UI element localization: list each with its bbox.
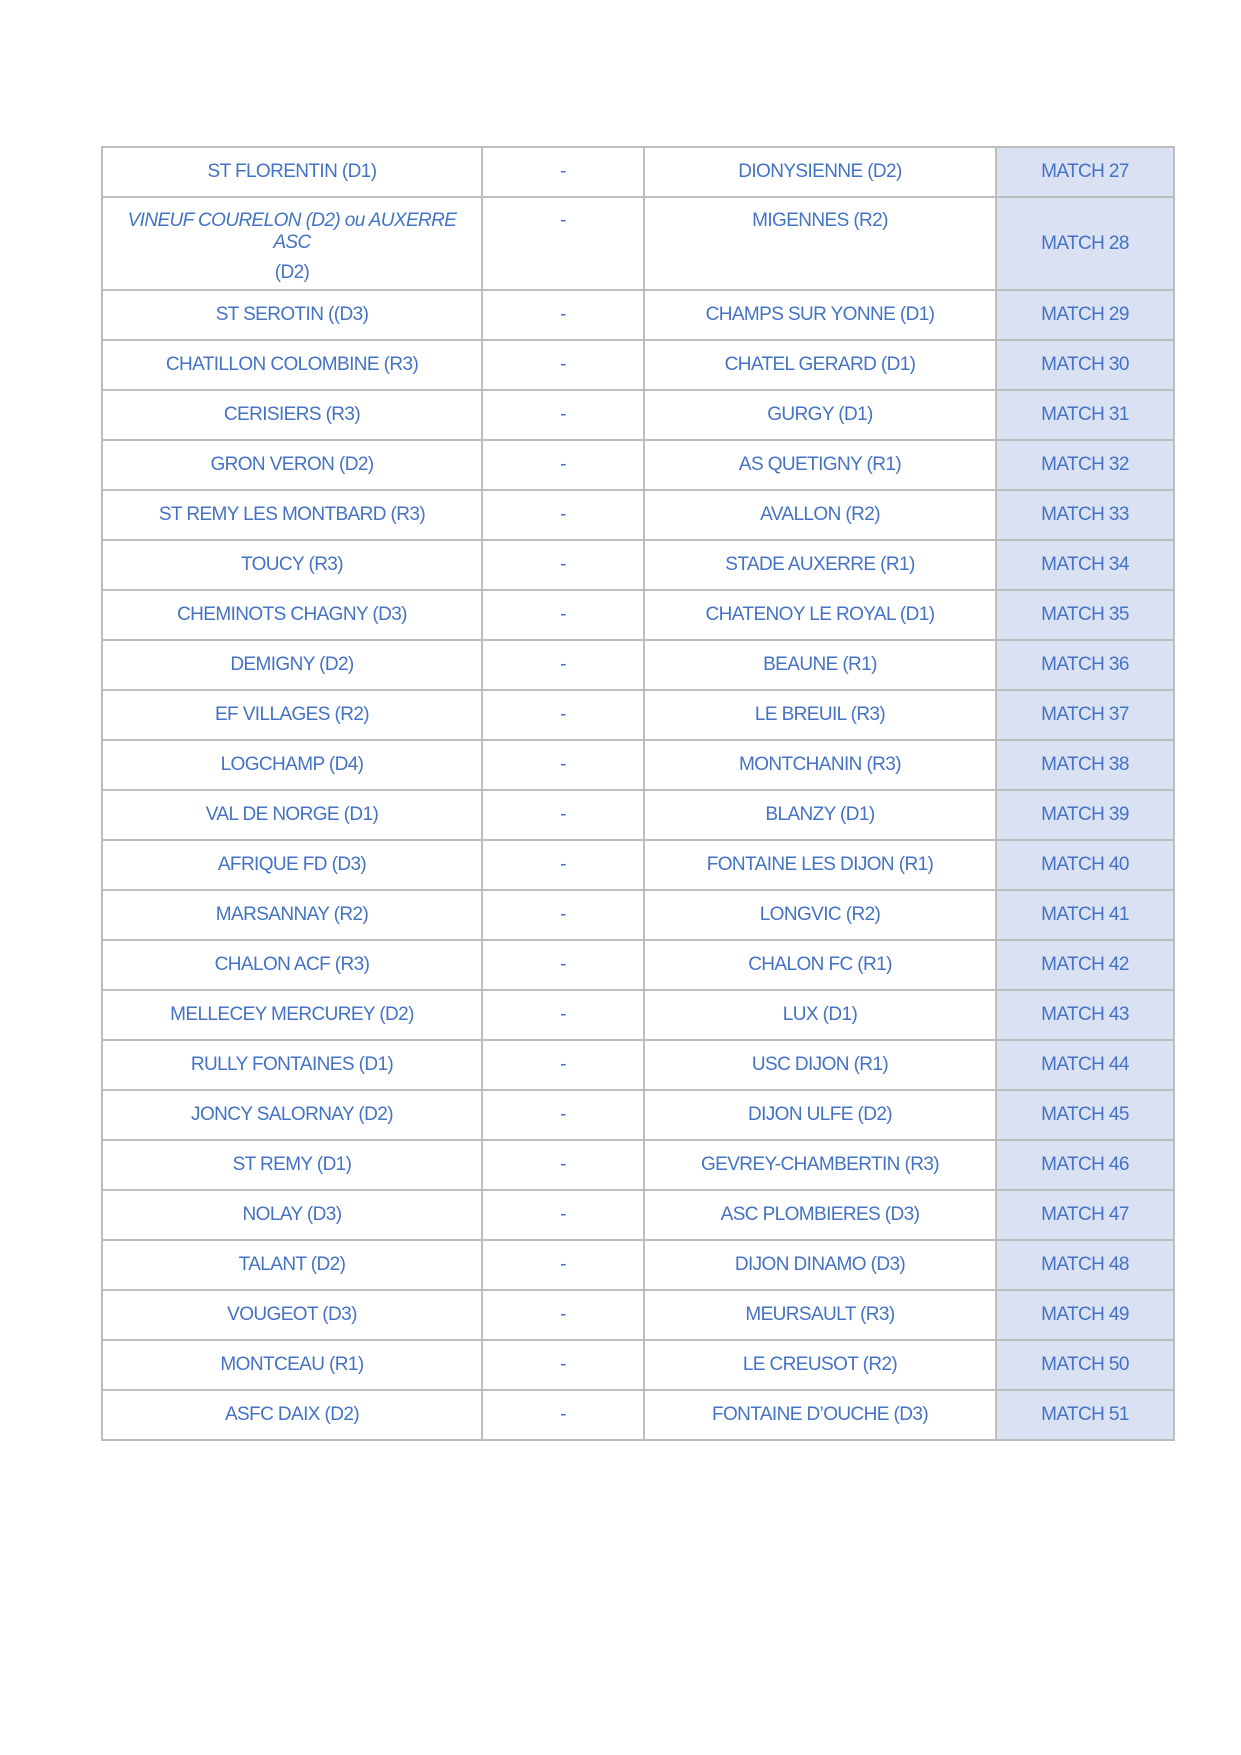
separator-cell: - <box>482 1140 644 1190</box>
match-number-cell: MATCH 48 <box>996 1240 1174 1290</box>
separator-cell: - <box>482 590 644 640</box>
home-team-cell: ST FLORENTIN (D1) <box>102 147 482 197</box>
table-row <box>102 1090 1174 1140</box>
away-team-cell: CHATENOY LE ROYAL (D1) <box>644 590 996 640</box>
table-row <box>102 740 1174 790</box>
separator-cell: - <box>482 740 644 790</box>
match-number-cell: MATCH 36 <box>996 640 1174 690</box>
away-team-cell: CHAMPS SUR YONNE (D1) <box>644 290 996 340</box>
away-team-cell: LE CREUSOT (R2) <box>644 1340 996 1390</box>
home-team-cell: MARSANNAY (R2) <box>102 890 482 940</box>
home-team-cell: GRON VERON (D2) <box>102 440 482 490</box>
away-team-cell: LUX (D1) <box>644 990 996 1040</box>
table-row <box>102 440 1174 490</box>
separator-cell: - <box>482 540 644 590</box>
table-row <box>102 540 1174 590</box>
away-team-cell: DIJON ULFE (D2) <box>644 1090 996 1140</box>
separator-cell: - <box>482 1340 644 1390</box>
home-team-cell: MONTCEAU (R1) <box>102 1340 482 1390</box>
separator-cell: - <box>482 1290 644 1340</box>
match-number-cell: MATCH 35 <box>996 590 1174 640</box>
away-team-cell: LE BREUIL (R3) <box>644 690 996 740</box>
home-team-cell: ST REMY LES MONTBARD (R3) <box>102 490 482 540</box>
separator-cell: - <box>482 390 644 440</box>
separator-cell: - <box>482 197 644 290</box>
table-row <box>102 640 1174 690</box>
separator-cell: - <box>482 890 644 940</box>
separator-cell: - <box>482 790 644 840</box>
table-row <box>102 1190 1174 1240</box>
home-team-cell: TOUCY (R3) <box>102 540 482 590</box>
away-team-cell: CHALON FC (R1) <box>644 940 996 990</box>
match-number-cell: MATCH 39 <box>996 790 1174 840</box>
fixtures-body <box>102 147 1174 1440</box>
separator-cell: - <box>482 440 644 490</box>
away-team-cell: AVALLON (R2) <box>644 490 996 540</box>
match-number-cell: MATCH 29 <box>996 290 1174 340</box>
away-team-cell: FONTAINE LES DIJON (R1) <box>644 840 996 890</box>
away-team-cell: ASC PLOMBIERES (D3) <box>644 1190 996 1240</box>
away-team-cell: MEURSAULT (R3) <box>644 1290 996 1340</box>
away-team-cell: MIGENNES (R2) <box>644 197 996 290</box>
away-team-cell: FONTAINE D’OUCHE (D3) <box>644 1390 996 1440</box>
table-row <box>102 147 1174 197</box>
match-number-cell: MATCH 47 <box>996 1190 1174 1240</box>
separator-cell: - <box>482 1090 644 1140</box>
home-team-cell: VOUGEOT (D3) <box>102 1290 482 1340</box>
home-team-cell: TALANT (D2) <box>102 1240 482 1290</box>
separator-cell: - <box>482 840 644 890</box>
home-team-cell: CHEMINOTS CHAGNY (D3) <box>102 590 482 640</box>
table-row <box>102 1340 1174 1390</box>
table-row <box>102 1390 1174 1440</box>
table-row <box>102 390 1174 440</box>
away-team-cell: USC DIJON (R1) <box>644 1040 996 1090</box>
table-row <box>102 790 1174 840</box>
match-number-cell: MATCH 49 <box>996 1290 1174 1340</box>
home-team-line-1: VINEUF COURELON (D2) ou AUXERRE ASC <box>127 210 457 253</box>
match-number-cell: MATCH 27 <box>996 147 1174 197</box>
separator-cell: - <box>482 990 644 1040</box>
home-team-cell: DEMIGNY (D2) <box>102 640 482 690</box>
table-row <box>102 340 1174 390</box>
away-team-cell: MONTCHANIN (R3) <box>644 740 996 790</box>
match-number-cell: MATCH 43 <box>996 990 1174 1040</box>
home-team-cell: CHATILLON COLOMBINE (R3) <box>102 340 482 390</box>
match-number-cell: MATCH 31 <box>996 390 1174 440</box>
match-number-cell: MATCH 50 <box>996 1340 1174 1390</box>
home-team-cell: ASFC DAIX (D2) <box>102 1390 482 1440</box>
home-team-cell: LOGCHAMP (D4) <box>102 740 482 790</box>
separator-cell: - <box>482 690 644 740</box>
away-team-cell: AS QUETIGNY (R1) <box>644 440 996 490</box>
table-row <box>102 1140 1174 1190</box>
table-row <box>102 290 1174 340</box>
away-team-cell: DIONYSIENNE (D2) <box>644 147 996 197</box>
home-team-cell: MELLECEY MERCUREY (D2) <box>102 990 482 1040</box>
table-row <box>102 1040 1174 1090</box>
separator-cell: - <box>482 490 644 540</box>
match-number-cell: MATCH 28 <box>996 197 1174 290</box>
table-row <box>102 590 1174 640</box>
match-number-cell: MATCH 40 <box>996 840 1174 890</box>
home-team-cell: JONCY SALORNAY (D2) <box>102 1090 482 1140</box>
separator-cell: - <box>482 290 644 340</box>
away-team-cell: LONGVIC (R2) <box>644 890 996 940</box>
match-number-cell: MATCH 33 <box>996 490 1174 540</box>
away-team-cell: BEAUNE (R1) <box>644 640 996 690</box>
separator-cell: - <box>482 147 644 197</box>
away-team-cell: GEVREY-CHAMBERTIN (R3) <box>644 1140 996 1190</box>
home-team-cell: AFRIQUE FD (D3) <box>102 840 482 890</box>
match-number-cell: MATCH 44 <box>996 1040 1174 1090</box>
away-team-cell: CHATEL GERARD (D1) <box>644 340 996 390</box>
match-number-cell: MATCH 32 <box>996 440 1174 490</box>
home-team-cell <box>102 197 482 290</box>
home-team-cell: CERISIERS (R3) <box>102 390 482 440</box>
table-row <box>102 690 1174 740</box>
separator-cell: - <box>482 1240 644 1290</box>
separator-cell: - <box>482 940 644 990</box>
match-number-cell: MATCH 45 <box>996 1090 1174 1140</box>
home-team-cell: RULLY FONTAINES (D1) <box>102 1040 482 1090</box>
table-row <box>102 890 1174 940</box>
home-team-cell: VAL DE NORGE (D1) <box>102 790 482 840</box>
home-team-cell: CHALON ACF (R3) <box>102 940 482 990</box>
separator-cell: - <box>482 340 644 390</box>
separator-cell: - <box>482 1190 644 1240</box>
table-row <box>102 840 1174 890</box>
separator-cell: - <box>482 640 644 690</box>
home-team-cell: ST SEROTIN ((D3) <box>102 290 482 340</box>
table-row <box>102 940 1174 990</box>
match-number-cell: MATCH 38 <box>996 740 1174 790</box>
away-team-cell: GURGY (D1) <box>644 390 996 440</box>
home-team-cell: EF VILLAGES (R2) <box>102 690 482 740</box>
away-team-cell: BLANZY (D1) <box>644 790 996 840</box>
match-number-cell: MATCH 41 <box>996 890 1174 940</box>
table-row <box>102 490 1174 540</box>
table-row <box>102 197 1174 290</box>
match-number-cell: MATCH 30 <box>996 340 1174 390</box>
match-number-cell: MATCH 42 <box>996 940 1174 990</box>
table-row <box>102 1240 1174 1290</box>
table-row <box>102 1290 1174 1340</box>
fixtures-table <box>101 146 1175 1441</box>
match-number-cell: MATCH 46 <box>996 1140 1174 1190</box>
home-team-cell: NOLAY (D3) <box>102 1190 482 1240</box>
separator-cell: - <box>482 1040 644 1090</box>
table-row <box>102 990 1174 1040</box>
away-team-cell: STADE AUXERRE (R1) <box>644 540 996 590</box>
home-team-cell: ST REMY (D1) <box>102 1140 482 1190</box>
away-team-cell: DIJON DINAMO (D3) <box>644 1240 996 1290</box>
home-team-line-2: (D2) <box>274 262 310 283</box>
match-number-cell: MATCH 34 <box>996 540 1174 590</box>
separator-cell: - <box>482 1390 644 1440</box>
match-number-cell: MATCH 51 <box>996 1390 1174 1440</box>
match-number-cell: MATCH 37 <box>996 690 1174 740</box>
